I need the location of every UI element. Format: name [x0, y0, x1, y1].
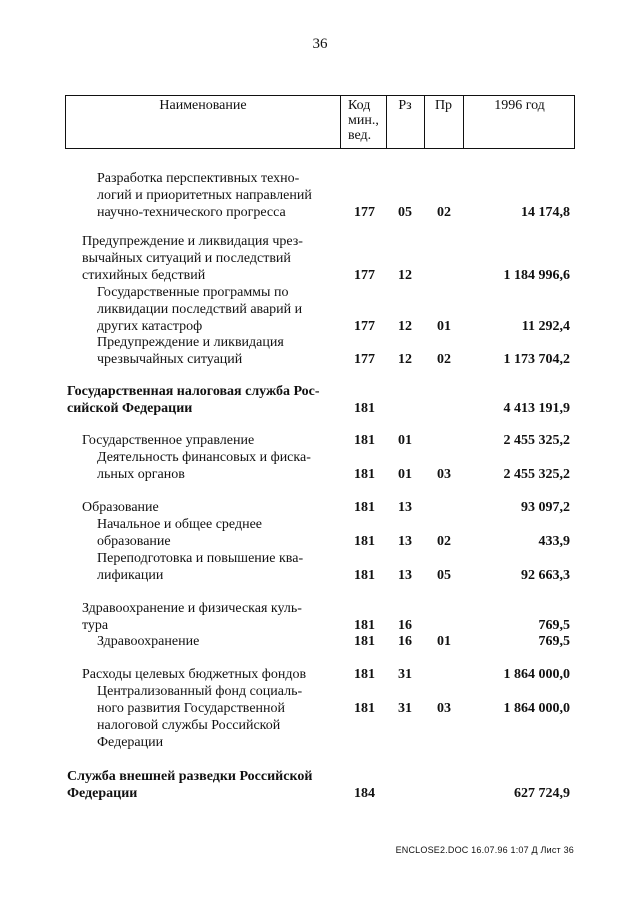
row-name-line: Образование [82, 500, 159, 515]
row-name-line: ного развития Государственной [97, 701, 286, 716]
row-name-line: налоговой службы Российской [97, 718, 281, 733]
row-name [97, 683, 302, 751]
header-kod-line3: вед. [348, 128, 372, 143]
table-row [0, 284, 640, 335]
row-rz: 01 [398, 467, 412, 482]
row-name [82, 600, 302, 634]
row-pr: 02 [437, 205, 451, 220]
row-kod: 181 [354, 618, 375, 633]
row-name-line: чрезвычайных ситуаций [97, 352, 243, 367]
table-row [0, 516, 640, 550]
column-divider [340, 96, 341, 148]
row-name-line: Переподготовка и повышение ква- [97, 551, 304, 566]
table-row [0, 633, 640, 650]
header-pr: Пр [434, 98, 453, 113]
row-name [67, 383, 320, 417]
table-row [0, 233, 640, 284]
row-rz: 13 [398, 534, 412, 549]
table-row [0, 383, 640, 417]
row-kod: 177 [354, 319, 375, 334]
row-rz: 05 [398, 205, 412, 220]
row-kod: 181 [354, 667, 375, 682]
row-pr: 02 [437, 352, 451, 367]
table-row [0, 600, 640, 634]
row-rz: 13 [398, 500, 412, 515]
row-kod: 177 [354, 268, 375, 283]
row-name-line: Здравоохранение и физическая куль- [82, 601, 302, 616]
row-sum: 1 184 996,6 [503, 268, 570, 283]
row-name-line: Государственное управление [82, 433, 255, 448]
row-name-line: образование [97, 534, 171, 549]
row-sum: 14 174,8 [521, 205, 570, 220]
row-kod: 181 [354, 433, 375, 448]
table-row [0, 499, 640, 516]
row-sum: 433,9 [538, 534, 570, 549]
row-name [82, 432, 254, 449]
row-name-line: других катастроф [97, 319, 203, 334]
row-rz: 31 [398, 667, 412, 682]
row-name-line: лификации [97, 568, 164, 583]
row-name-line: Государственная налоговая служба Рос- [67, 384, 320, 399]
row-pr: 03 [437, 467, 451, 482]
header-kod [348, 98, 386, 143]
row-name-line: логий и приоритетных направлений [97, 188, 312, 203]
row-kod: 177 [354, 352, 375, 367]
table-row [0, 768, 640, 802]
row-name [97, 516, 262, 550]
row-pr: 02 [437, 534, 451, 549]
row-name-line: Разработка перспективных техно- [97, 171, 300, 186]
row-name-line: научно-технического прогресса [97, 205, 286, 220]
row-name [97, 550, 303, 584]
row-name-line: сийской Федерации [67, 401, 193, 416]
row-sum: 627 724,9 [514, 786, 570, 801]
row-name-line: Служба внешней разведки Российской [67, 769, 313, 784]
row-name [97, 633, 199, 650]
row-name [67, 768, 312, 802]
row-name-line: Централизованный фонд социаль- [97, 684, 303, 699]
row-name-line: льных органов [97, 467, 185, 482]
header-rz: Рз [398, 98, 412, 113]
row-sum: 1 864 000,0 [503, 701, 570, 716]
row-name-line: ликвидации последствий аварий и [97, 302, 303, 317]
row-kod: 177 [354, 205, 375, 220]
row-name-line: Деятельность финансовых и фиска- [97, 450, 311, 465]
table-row [0, 334, 640, 368]
row-sum: 769,5 [538, 618, 570, 633]
row-sum: 1 864 000,0 [503, 667, 570, 682]
row-rz: 01 [398, 433, 412, 448]
row-name-line: Начальное и общее среднее [97, 517, 262, 532]
row-kod: 181 [354, 534, 375, 549]
row-kod: 181 [354, 701, 375, 716]
document-footer: ENCLOSE2.DOC 16.07.96 1:07 Д Лист 36 [395, 845, 574, 855]
header-year: 1996 год [494, 98, 545, 113]
row-name-line: Федерации [67, 786, 138, 801]
row-rz: 16 [398, 634, 412, 649]
row-sum: 11 292,4 [521, 319, 570, 334]
row-rz: 13 [398, 568, 412, 583]
row-sum: 4 413 191,9 [503, 401, 570, 416]
table-row [0, 432, 640, 449]
row-name-line: Предупреждение и ликвидация [97, 335, 284, 350]
row-name-line: стихийных бедствий [82, 268, 206, 283]
row-pr: 03 [437, 701, 451, 716]
row-name [82, 499, 159, 516]
row-rz: 12 [398, 268, 412, 283]
row-kod: 184 [354, 786, 375, 801]
row-name [97, 449, 311, 483]
header-kod-line1: Код [348, 98, 371, 113]
table-row [0, 449, 640, 483]
row-sum: 1 173 704,2 [503, 352, 570, 367]
table-row [0, 170, 640, 221]
row-name-line: Государственные программы по [97, 285, 289, 300]
row-name [82, 233, 303, 284]
row-sum: 769,5 [538, 634, 570, 649]
table-row [0, 666, 640, 683]
row-sum: 92 663,3 [521, 568, 570, 583]
row-name [82, 666, 306, 683]
row-name [97, 334, 284, 368]
page-number: 36 [312, 36, 328, 52]
row-kod: 181 [354, 500, 375, 515]
row-name-line: Расходы целевых бюджетных фондов [82, 667, 307, 682]
row-sum: 2 455 325,2 [503, 433, 570, 448]
row-sum: 93 097,2 [521, 500, 570, 515]
row-name-line: Предупреждение и ликвидация чрез- [82, 234, 303, 249]
row-rz: 12 [398, 319, 412, 334]
row-kod: 181 [354, 401, 375, 416]
row-name-line: Здравоохранение [97, 634, 200, 649]
row-pr: 05 [437, 568, 451, 583]
row-rz: 31 [398, 701, 412, 716]
row-kod: 181 [354, 634, 375, 649]
table-header [65, 95, 575, 149]
table-row [0, 550, 640, 584]
row-name [97, 284, 302, 335]
row-pr: 01 [437, 319, 451, 334]
row-kod: 181 [354, 568, 375, 583]
row-pr: 01 [437, 634, 451, 649]
row-sum: 2 455 325,2 [503, 467, 570, 482]
table-row [0, 683, 640, 750]
row-kod: 181 [354, 467, 375, 482]
row-name-line: Федерации [97, 735, 164, 750]
row-rz: 12 [398, 352, 412, 367]
row-name-line: вычайных ситуаций и последствий [82, 251, 291, 266]
row-name-line: тура [82, 618, 109, 633]
row-rz: 16 [398, 618, 412, 633]
header-name: Наименование [159, 98, 247, 113]
header-kod-line2: мин., [348, 113, 379, 128]
row-name [97, 170, 312, 221]
